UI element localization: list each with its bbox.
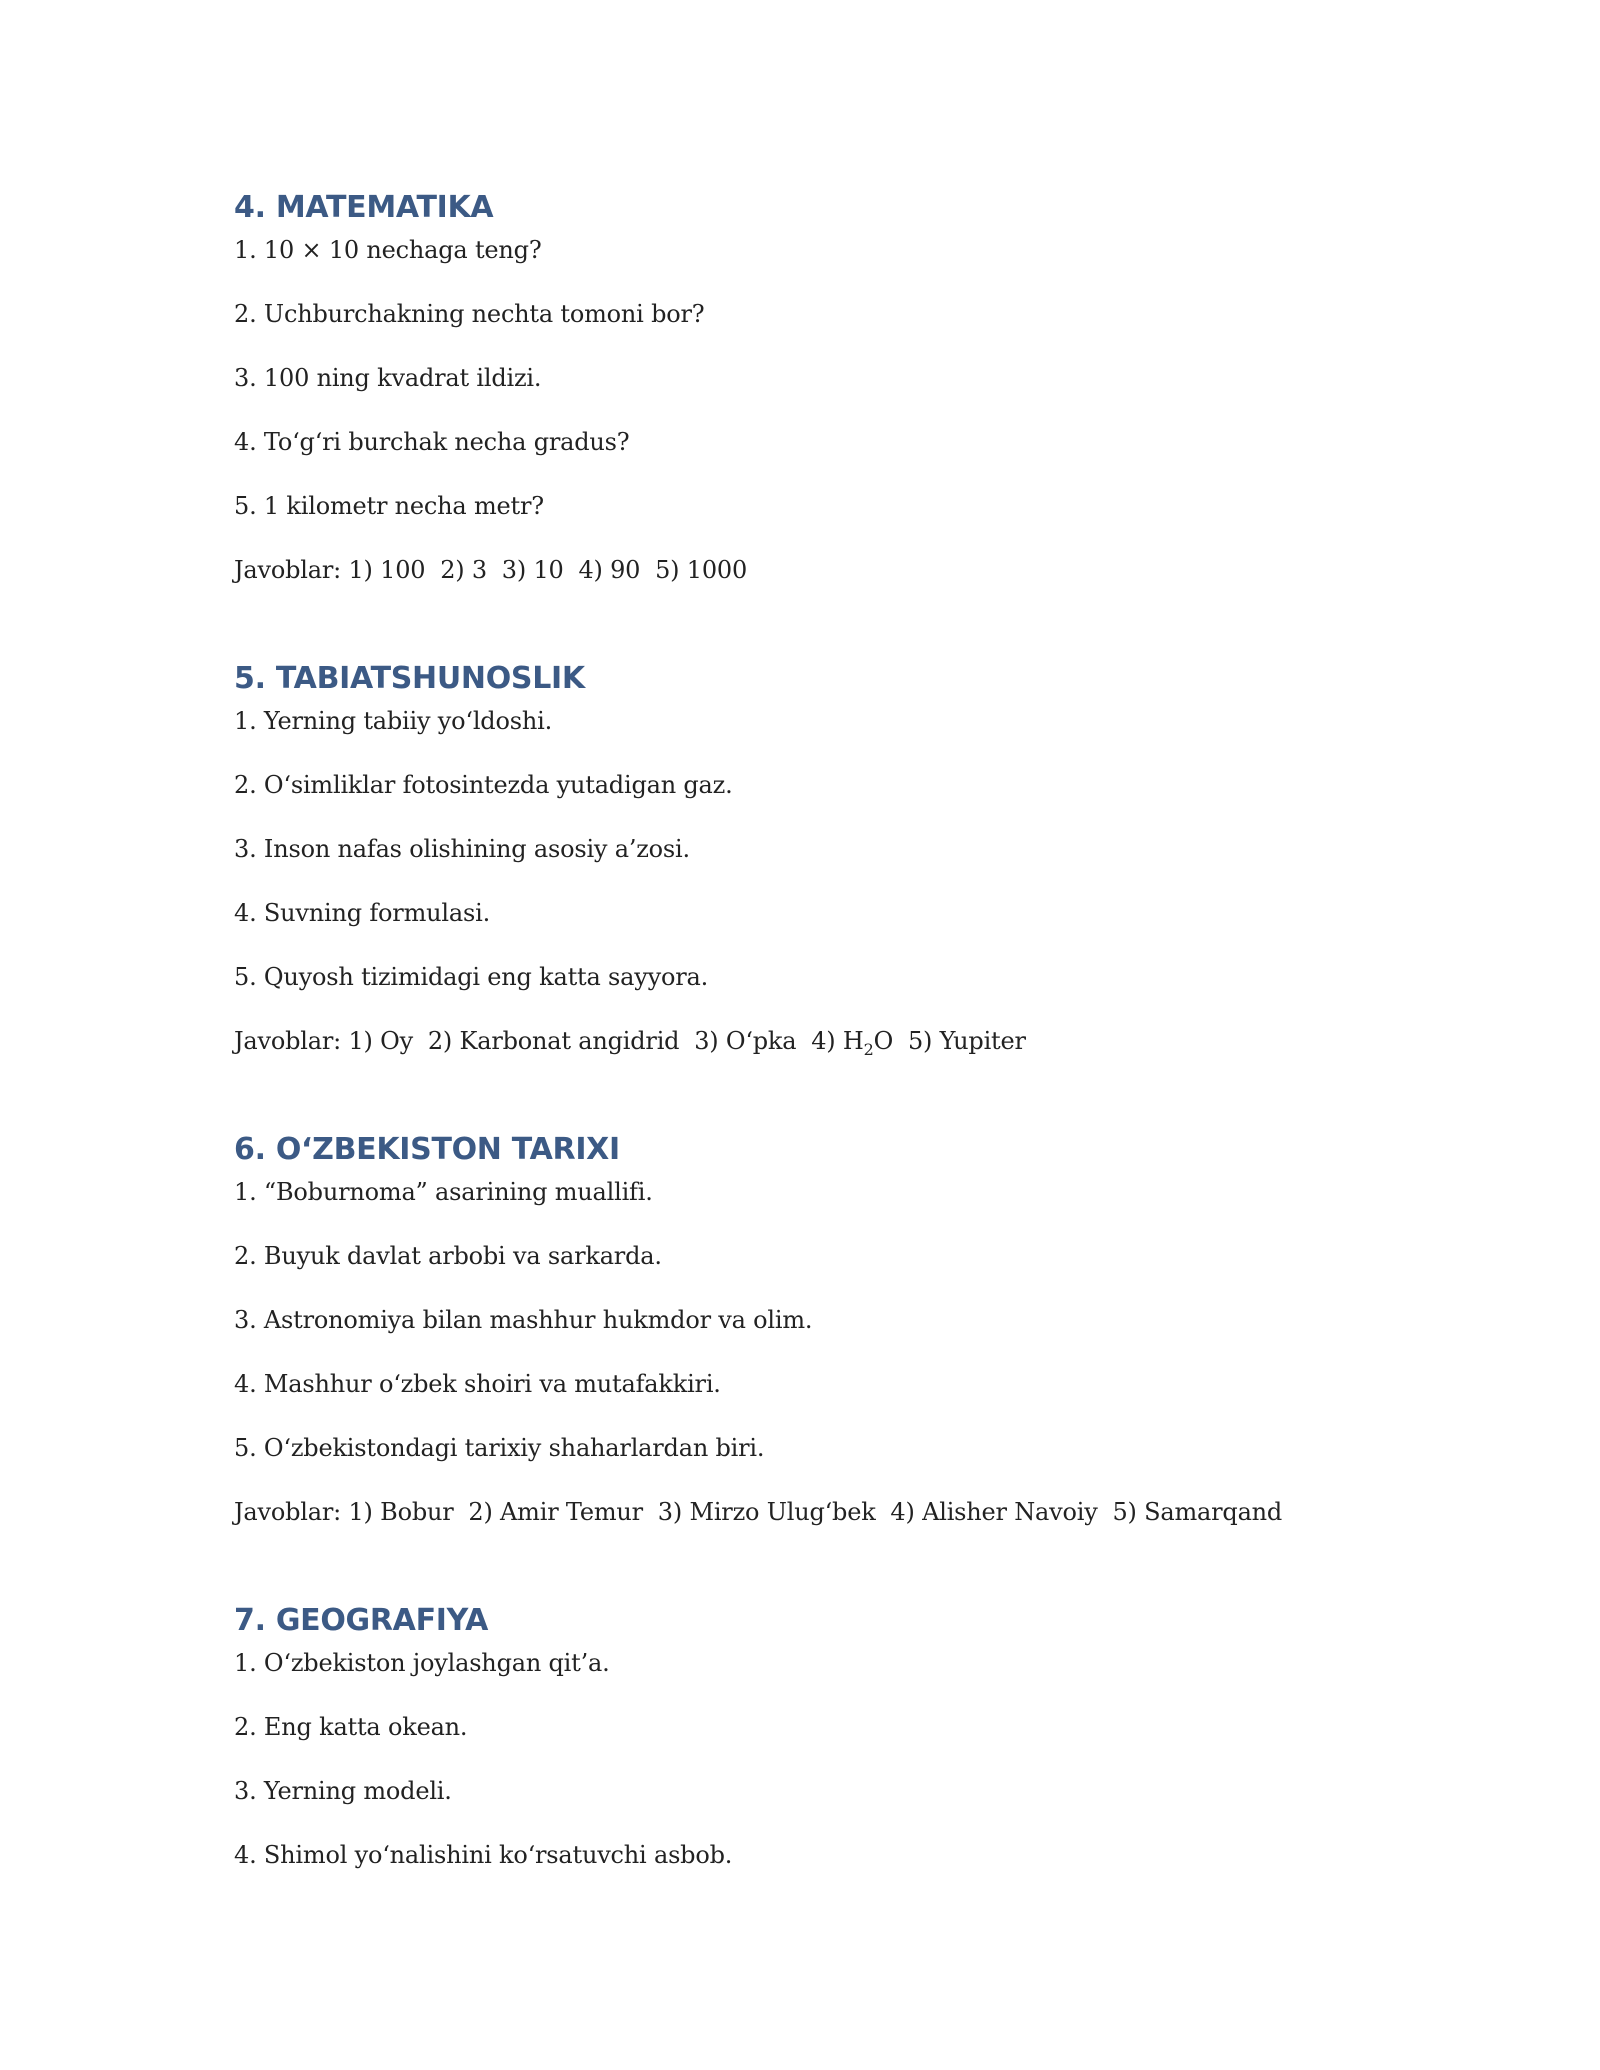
question-item: 2. O‘simliklar fotosintezda yutadigan gaz.: [234, 771, 733, 799]
answers-text: O 5) Yupiter: [873, 1027, 1026, 1055]
question-item: 4. Mashhur o‘zbek shoiri va mutafakkiri.: [234, 1370, 721, 1398]
section-title: 6. O‘ZBEKISTON TARIXI: [234, 1132, 620, 1167]
question-item: 3. Yerning modeli.: [234, 1777, 452, 1805]
question-item: 4. To‘g‘ri burchak necha gradus?: [234, 428, 630, 456]
question-item: 4. Shimol yo‘nalishini ko‘rsatuvchi asbob.: [234, 1841, 733, 1869]
question-item: 1. Yerning tabiiy yo‘ldoshi.: [234, 707, 553, 735]
question-item: 3. Inson nafas olishining asosiy a’zosi.: [234, 835, 690, 863]
subscript-two: 2: [863, 1039, 874, 1059]
question-item: 1. “Boburnoma” asarining muallifi.: [234, 1178, 653, 1206]
question-item: 4. Suvning formulasi.: [234, 899, 490, 927]
question-item: 1. O‘zbekiston joylashgan qit’a.: [234, 1649, 610, 1677]
question-item: 3. 100 ning kvadrat ildizi.: [234, 364, 542, 392]
question-item: 2. Uchburchakning nechta tomoni bor?: [234, 300, 705, 328]
document-page: [234, 188, 1414, 1964]
section-title: 7. GEOGRAFIYA: [234, 1603, 489, 1638]
section-title: 4. MATEMATIKA: [234, 190, 494, 225]
question-item: 5. Quyosh tizimidagi eng katta sayyora.: [234, 963, 709, 991]
section-tabiatshunoslik: [234, 659, 1414, 1063]
answers-line: [234, 1019, 1414, 1063]
question-item: 2. Buyuk davlat arbobi va sarkarda.: [234, 1242, 662, 1270]
answers-line: Javoblar: 1) 100 2) 3 3) 10 4) 90 5) 1000: [234, 556, 748, 584]
question-item: 2. Eng katta okean.: [234, 1713, 468, 1741]
section-geografiya: [234, 1601, 1414, 1897]
section-matematika: [234, 188, 1414, 592]
question-item: 1. 10 × 10 nechaga teng?: [234, 236, 542, 264]
answers-text: Javoblar: 1) Oy 2) Karbonat angidrid 3) O‘pka 4) H: [234, 1027, 864, 1055]
section-ozbekiston-tarixi: [234, 1130, 1414, 1534]
section-title: 5. TABIATSHUNOSLIK: [234, 661, 585, 696]
question-item: 5. O‘zbekistondagi tarixiy shaharlardan biri.: [234, 1434, 765, 1462]
question-item: 3. Astronomiya bilan mashhur hukmdor va olim.: [234, 1306, 813, 1334]
answers-line: Javoblar: 1) Bobur 2) Amir Temur 3) Mirzo Ulug‘bek 4) Alisher Navoiy 5) Samarqand: [234, 1498, 1283, 1526]
question-item: 5. 1 kilometr necha metr?: [234, 492, 544, 520]
